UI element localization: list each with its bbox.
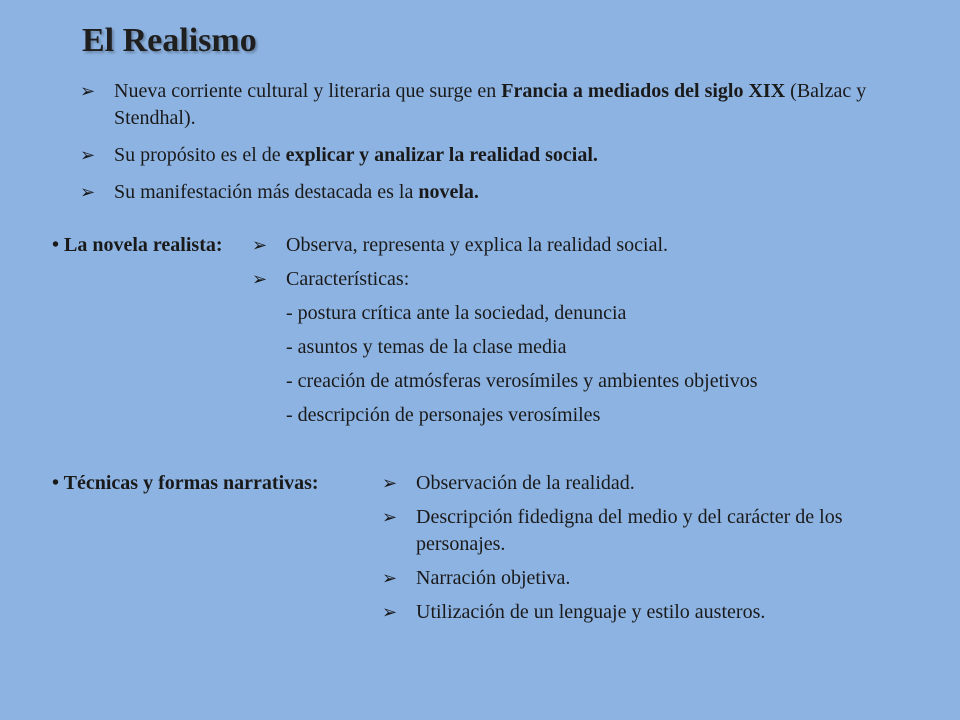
tecnicas-list	[382, 470, 927, 633]
arrow-bullet-icon: ➢	[80, 81, 96, 101]
tecnicas-section	[52, 470, 952, 633]
tecnicas-item	[382, 504, 927, 558]
tecnicas-item	[382, 470, 927, 497]
tecnicas-item-text: Observación de la realidad.	[416, 472, 635, 494]
intro-list	[80, 78, 880, 216]
arrow-bullet-icon: ➢	[80, 182, 96, 202]
novela-realista-list	[252, 232, 758, 436]
intro-item	[80, 179, 880, 206]
novela-item	[252, 266, 758, 293]
novela-item-text: Observa, representa y explica la realidad social.	[286, 234, 669, 256]
intro-item-text	[114, 179, 479, 206]
tecnicas-label: • Técnicas y formas narrativas:	[52, 472, 319, 494]
tecnicas-item-text: Utilización de un lenguaje y estilo austeros.	[416, 601, 766, 623]
novela-realista-section	[52, 232, 932, 436]
characteristic-item: - descripción de personajes verosímiles	[286, 404, 601, 426]
arrow-bullet-icon: ➢	[252, 235, 268, 255]
intro-bold-segment: explicar y analizar la realidad social.	[285, 144, 598, 166]
intro-bold-segment: novela.	[418, 181, 479, 203]
novela-item	[252, 232, 758, 259]
intro-item	[80, 78, 880, 132]
arrow-bullet-icon: ➢	[382, 602, 398, 622]
novela-item-text: Características:	[286, 268, 410, 290]
characteristic-item: - postura crítica ante la sociedad, denuncia	[286, 302, 627, 324]
tecnicas-item	[382, 599, 927, 626]
arrow-bullet-icon: ➢	[252, 269, 268, 289]
tecnicas-item-text: Narración objetiva.	[416, 567, 571, 589]
intro-text-segment: Nueva corriente cultural y literaria que surge en	[114, 80, 502, 102]
characteristic-item: - asuntos y temas de la clase media	[286, 336, 567, 358]
arrow-bullet-icon: ➢	[382, 568, 398, 588]
tecnicas-item-text: Descripción fidedigna del medio y del carácter de los personajes.	[416, 506, 843, 555]
arrow-bullet-icon: ➢	[382, 473, 398, 493]
intro-item-text	[114, 78, 880, 132]
intro-text-segment: Su manifestación más destacada es la	[114, 181, 419, 203]
intro-bold-segment: Francia a mediados del siglo XIX	[501, 80, 786, 102]
novela-realista-label: • La novela realista:	[52, 234, 223, 256]
arrow-bullet-icon: ➢	[382, 507, 398, 527]
intro-item-text	[114, 142, 598, 169]
intro-item	[80, 142, 880, 169]
arrow-bullet-icon: ➢	[80, 145, 96, 165]
characteristic-item: - creación de atmósferas verosímiles y ambientes objetivos	[286, 370, 758, 392]
intro-text-segment: (Balzac y Stendhal).	[114, 80, 867, 129]
tecnicas-item	[382, 565, 927, 592]
page-title: El Realismo	[82, 22, 257, 59]
intro-text-segment: Su propósito es el de	[114, 144, 286, 166]
